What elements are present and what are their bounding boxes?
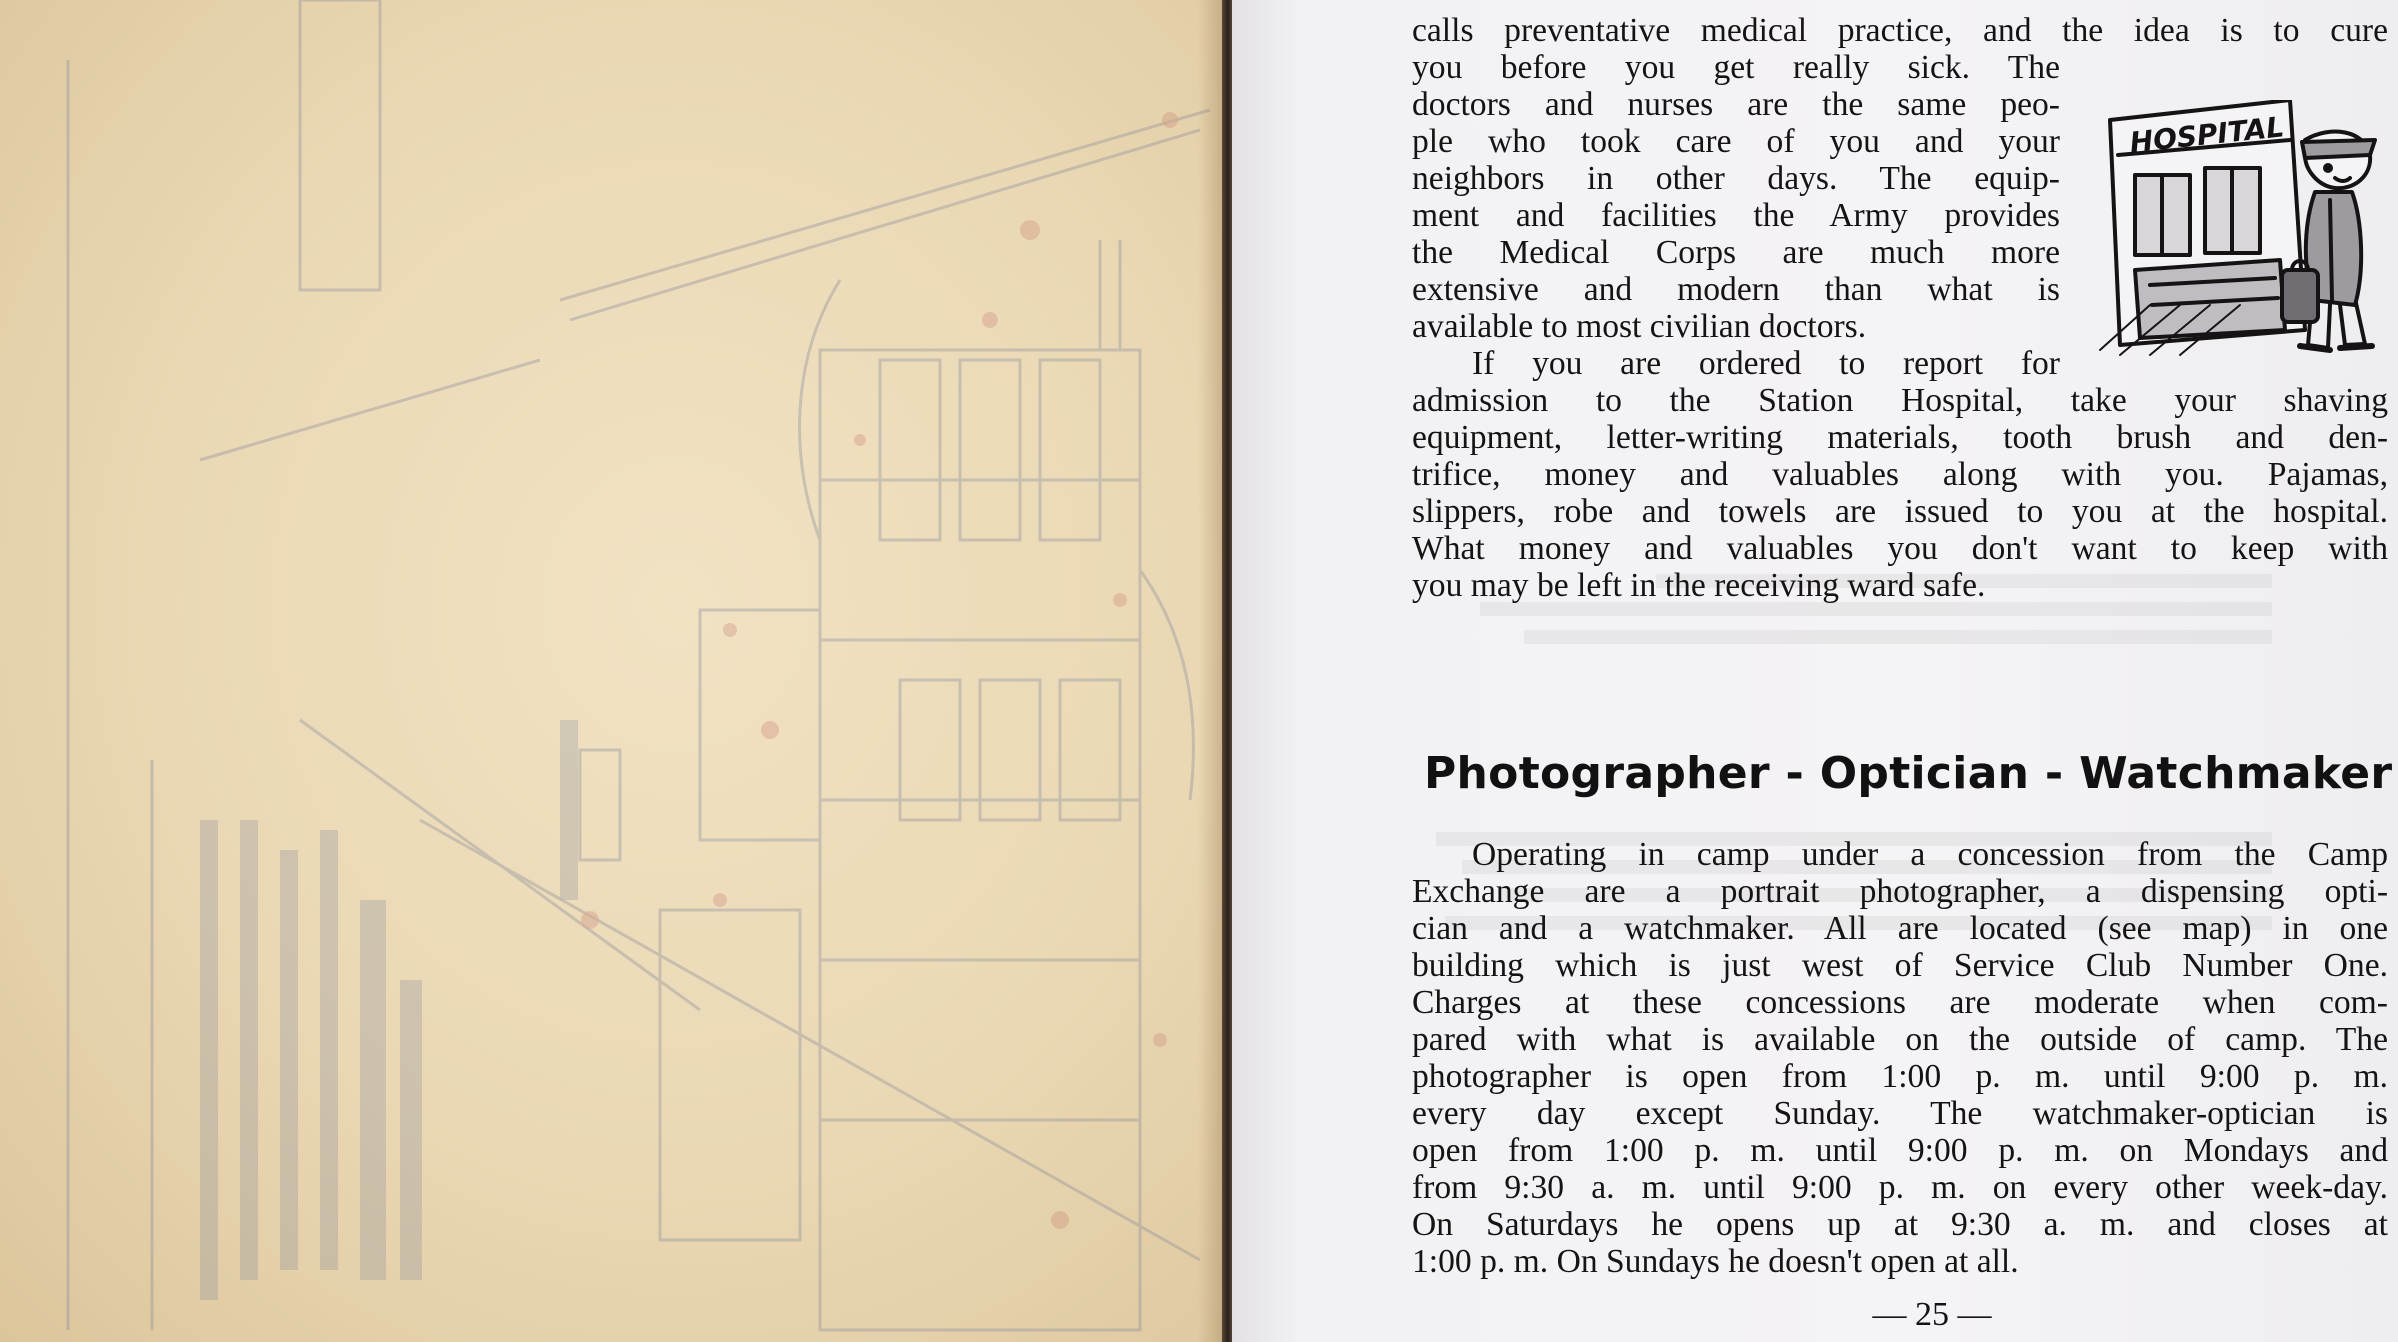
text-line: open from 1:00 p. m. until 9:00 p. m. on Mondays and (1412, 1132, 2388, 1169)
text-line: you may be left in the receiving ward safe. (1412, 567, 1986, 604)
hospital-sign-text: HOSPITAL (2128, 110, 2286, 160)
text-line: photographer is open from 1:00 p. m. until 9:00 p. m. (1412, 1058, 2388, 1095)
hospital-soldier-illustration (2090, 100, 2390, 360)
section-heading: Photographer - Optician - Watchmaker (1424, 748, 2393, 799)
text-line: equipment, letter-writing materials, tooth brush and den- (1412, 419, 2388, 456)
text-line: ple who took care of you and your (1412, 123, 2060, 160)
second-paragraph (1412, 382, 2388, 604)
text-line: slippers, robe and towels are issued to you at the hospital. (1412, 493, 2388, 530)
top-paragraph-wide (1412, 12, 2388, 49)
text-line: every day except Sunday. The watchmaker-optician is (1412, 1095, 2388, 1132)
text-line: On Saturdays he opens up at 9:30 a. m. and closes at (1412, 1206, 2388, 1243)
text-line: extensive and modern than what is (1412, 271, 2060, 308)
text-line: pared with what is available on the outside of camp. The (1412, 1021, 2388, 1058)
text-line: What money and valuables you don't want to keep with (1412, 530, 2388, 567)
text-line: from 9:30 a. m. until 9:00 p. m. on every other week-day. (1412, 1169, 2388, 1206)
page-number: — 25 — (1872, 1296, 1992, 1333)
text-line: available to most civilian doctors. (1412, 308, 1867, 345)
text-line: trifice, money and valuables along with you. Pajamas, (1412, 456, 2388, 493)
text-line: the Medical Corps are much more (1412, 234, 2060, 271)
text-line: If you are ordered to report for (1472, 345, 2060, 382)
text-line: 1:00 p. m. On Sundays he doesn't open at all. (1412, 1243, 2019, 1280)
text-line: Operating in camp under a concession from the Camp (1472, 836, 2388, 873)
section-paragraph (1412, 836, 2388, 1280)
text-line: admission to the Station Hospital, take your shaving (1412, 382, 2388, 419)
text-line: cian and a watchmaker. All are located (see map) in one (1412, 910, 2388, 947)
text-line: Charges at these concessions are moderate when com- (1412, 984, 2388, 1021)
text-line: ment and facilities the Army provides (1412, 197, 2060, 234)
text-line: doctors and nurses are the same peo- (1412, 86, 2060, 123)
text-line: neighbors in other days. The equip- (1412, 160, 2060, 197)
text-line: calls preventative medical practice, and the idea is to cure (1412, 12, 2388, 49)
text-line: building which is just west of Service Club Number One. (1412, 947, 2388, 984)
text-line: Exchange are a portrait photographer, a dispensing opti- (1412, 873, 2388, 910)
text-line: you before you get really sick. The (1412, 49, 2060, 86)
right-page (1232, 0, 2398, 1342)
top-paragraph-narrow (1412, 49, 2060, 382)
